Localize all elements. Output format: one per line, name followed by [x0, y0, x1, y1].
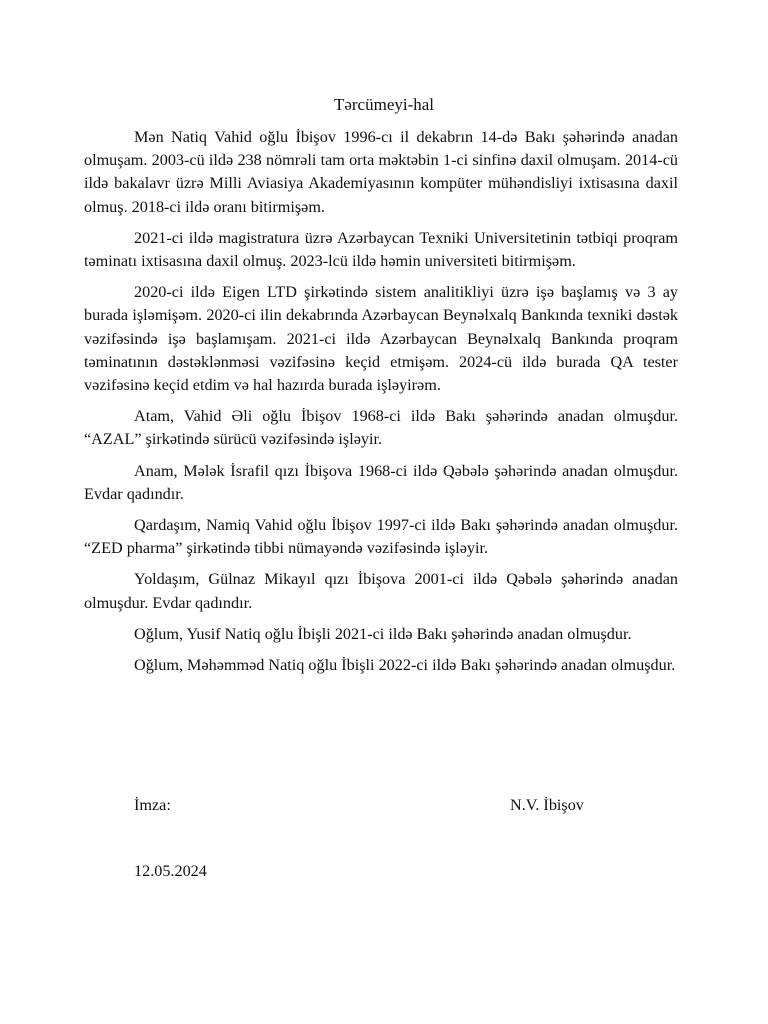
- paragraph-masters: 2021-ci ildə magistratura üzrə Azərbaycan Texniki Universitetinin tətbiqi proqram təminatı ixtisasına daxil olmuş. 2023-lcü ildə həmin universiteti bitirmişəm.: [84, 228, 678, 271]
- paragraph-education: Mən Natiq Vahid oğlu İbişov 1996-cı il dekabrın 14-də Bakı şəhərində anadan olmuşam. 2003-cü ildə 238 nömrəli tam orta məktəbin 1-ci sinfinə daxil olmuşam. 2014-cü ildə bakalavr üzrə Milli Aviasiya Akademiyasının kompüter mühəndisliyi ixtisasına daxil olmuş. 2018-ci ildə oranı bitirmişəm.: [84, 128, 678, 216]
- paragraph-brother: Qardaşım, Namiq Vahid oğlu İbişov 1997-ci ildə Bakı şəhərində anadan olmuşdur. “ZED pharma” şirkətində tibbi nümayəndə vəzifəsində işləyir.: [84, 516, 678, 558]
- document-date: 12.05.2024: [134, 862, 207, 880]
- paragraph-work: 2020-ci ildə Eigen LTD şirkətində sistem analitikliyi üzrə işə başlamış və 3 ay burada işləmişəm. 2020-ci ilin dekabrında Azərbaycan Beynəlxalq Bankında texniki dəstək vəzifəsində işə başlamışam. 2021-ci ildə Azərbaycan Beynəlxalq Bankında proqram təminatının dəstəklənməsi vəzifəsinə keçid etmişəm. 2024-cü ildə burada QA tester vəzifəsinə keçid etdim və hal hazırda burada işləyirəm.: [84, 283, 678, 395]
- signature-label: İmza:: [134, 796, 171, 814]
- document-body: [84, 126, 678, 685]
- paragraph-mother: Anam, Mələk İsrafil qızı İbişova 1968-ci ildə Qəbələ şəhərində anadan olmuşdur. Evdar qadındır.: [84, 461, 678, 503]
- paragraph-wife: Yoldaşım, Gülnaz Mikayıl qızı İbişova 2001-ci ildə Qəbələ şəhərində anadan olmuşdur. Evdar qadındır.: [84, 570, 678, 612]
- paragraph-son-yusif: Oğlum, Yusif Natiq oğlu İbişli 2021-ci ildə Bakı şəhərində anadan olmuşdur.: [134, 624, 632, 643]
- signature-name: N.V. İbişov: [510, 796, 584, 814]
- paragraph-father: Atam, Vahid Əli oğlu İbişov 1968-ci ildə Bakı şəhərində anadan olmuşdur. “AZAL” şirkətində sürücü vəzifəsində işləyir.: [84, 407, 678, 449]
- document-title: Tərcümeyi-hal: [333, 95, 435, 114]
- paragraph-son-mehemmed: Oğlum, Məhəmməd Natiq oğlu İbişli 2022-ci ildə Bakı şəhərində anadan olmuşdur.: [134, 656, 676, 675]
